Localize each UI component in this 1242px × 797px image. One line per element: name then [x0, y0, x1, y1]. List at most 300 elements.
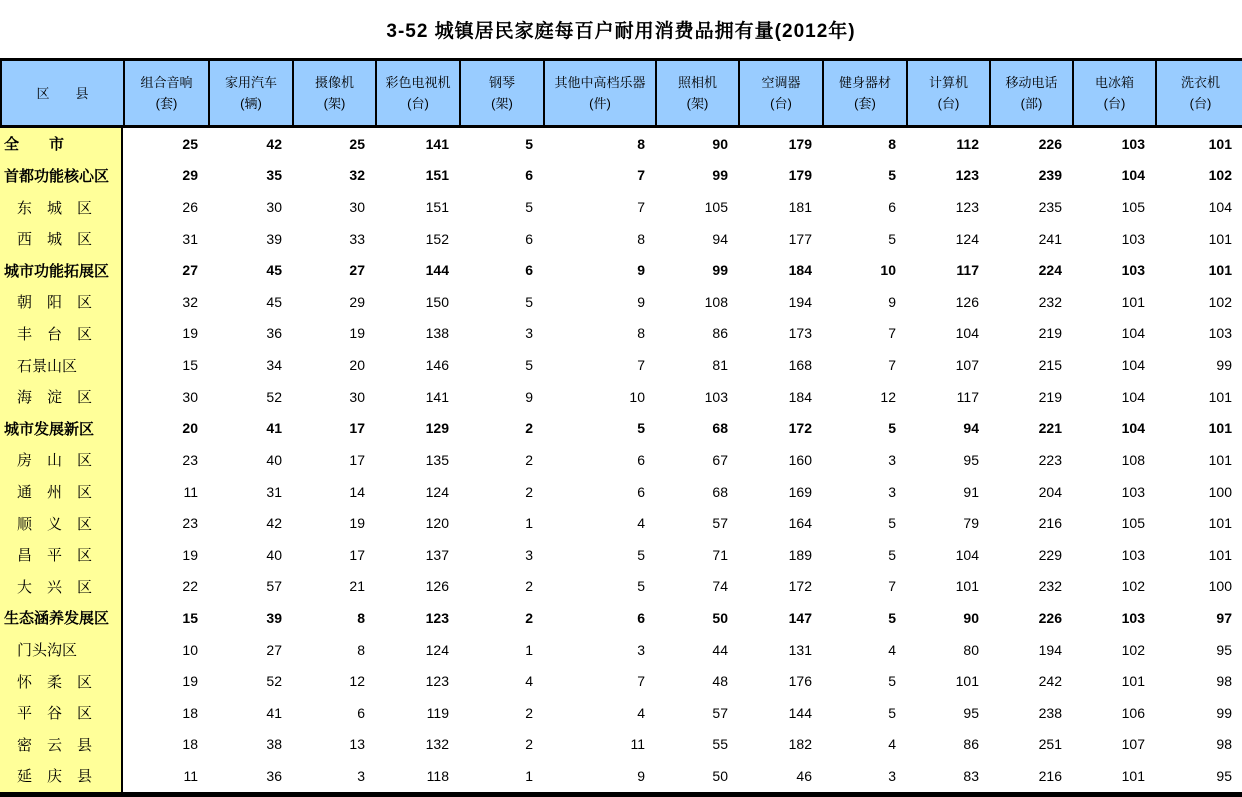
value-cell: 9	[637, 262, 645, 279]
value-cell: 1	[525, 641, 533, 658]
value-cell: 7	[637, 357, 645, 374]
value-cell: 94	[712, 230, 728, 247]
row-label: 通 州 区	[0, 476, 123, 508]
value-cell: 124	[955, 230, 979, 247]
value-cell: 104	[1121, 167, 1145, 184]
column-unit: (台)	[1103, 96, 1126, 111]
column-name: 组合音响	[140, 75, 193, 90]
value-cell: 232	[1038, 578, 1062, 595]
table-body	[0, 128, 1242, 792]
value-cell: 45	[266, 293, 282, 310]
value-cell: 119	[426, 704, 449, 721]
value-cell: 101	[955, 578, 979, 595]
value-cell: 189	[788, 546, 812, 563]
value-cell: 36	[266, 767, 282, 784]
table-row	[0, 191, 1242, 223]
value-cell: 15	[182, 609, 198, 626]
value-cell: 3	[525, 325, 533, 342]
value-cell: 52	[266, 388, 282, 405]
column-name: 照相机	[677, 75, 717, 90]
value-cell: 232	[1038, 293, 1062, 310]
value-cell: 7	[888, 357, 896, 374]
value-cell: 104	[1208, 199, 1232, 216]
value-cell: 184	[788, 262, 812, 279]
value-cell: 5	[637, 420, 645, 437]
table-row	[0, 444, 1242, 476]
value-cell: 11	[183, 483, 198, 500]
value-cell: 164	[788, 515, 812, 532]
value-cell: 99	[1216, 357, 1232, 374]
value-cell: 74	[712, 578, 728, 595]
value-cell: 107	[1121, 736, 1145, 753]
value-cell: 12	[349, 673, 365, 690]
row-label: 平 谷 区	[0, 697, 123, 729]
table-row	[0, 286, 1242, 318]
value-cell: 7	[888, 578, 896, 595]
value-cell: 152	[425, 230, 449, 247]
column-header-cell	[461, 61, 545, 125]
row-label: 朝 阳 区	[0, 286, 123, 318]
column-header-cell	[377, 61, 461, 125]
value-cell: 26	[182, 199, 198, 216]
column-unit: (台)	[770, 96, 792, 111]
value-cell: 6	[637, 451, 645, 468]
value-cell: 22	[182, 578, 198, 595]
value-cell: 5	[525, 135, 533, 152]
value-cell: 126	[425, 578, 449, 595]
value-cell: 100	[1208, 483, 1232, 500]
value-cell: 103	[1121, 609, 1145, 626]
value-cell: 31	[266, 483, 282, 500]
value-cell: 101	[1208, 420, 1232, 437]
value-cell: 3	[888, 483, 896, 500]
value-cell: 2	[525, 578, 533, 595]
value-cell: 50	[712, 767, 728, 784]
corner-header-cell: 区 县	[2, 61, 125, 125]
value-cell: 15	[182, 357, 198, 374]
value-cell: 5	[525, 199, 533, 216]
value-cell: 20	[182, 420, 198, 437]
value-cell: 3	[888, 767, 896, 784]
value-cell: 150	[425, 293, 449, 310]
value-cell: 5	[525, 293, 533, 310]
value-cell: 13	[349, 736, 365, 753]
value-cell: 5	[888, 167, 896, 184]
value-cell: 4	[888, 736, 896, 753]
value-cell: 90	[963, 609, 979, 626]
table-row	[0, 665, 1242, 697]
value-cell: 19	[182, 673, 198, 690]
row-label: 怀 柔 区	[0, 665, 123, 697]
value-cell: 101	[955, 673, 979, 690]
value-cell: 30	[349, 388, 365, 405]
value-cell: 17	[349, 451, 365, 468]
table-row	[0, 571, 1242, 603]
value-cell: 104	[1121, 420, 1145, 437]
value-cell: 5	[637, 578, 645, 595]
column-header-cell	[294, 61, 377, 125]
column-unit: (部)	[1020, 96, 1043, 111]
value-cell: 42	[266, 515, 282, 532]
value-cell: 86	[963, 736, 979, 753]
row-label: 东 城 区	[0, 191, 123, 223]
value-cell: 29	[349, 293, 365, 310]
value-cell: 91	[963, 483, 979, 500]
value-cell: 9	[637, 767, 645, 784]
value-cell: 224	[1038, 262, 1062, 279]
column-header-cell	[991, 61, 1074, 125]
value-cell: 103	[1121, 230, 1145, 247]
value-cell: 144	[788, 704, 812, 721]
row-label: 门头沟区	[0, 634, 123, 666]
value-cell: 118	[426, 767, 449, 784]
value-cell: 221	[1038, 420, 1062, 437]
value-cell: 99	[712, 167, 728, 184]
value-cell: 172	[788, 578, 812, 595]
value-cell: 20	[349, 357, 365, 374]
value-cell: 194	[1038, 641, 1062, 658]
value-cell: 83	[963, 767, 979, 784]
value-cell: 101	[1208, 135, 1232, 152]
value-cell: 68	[712, 420, 728, 437]
row-label: 城市功能拓展区	[0, 254, 123, 286]
value-cell: 4	[637, 704, 645, 721]
value-cell: 117	[956, 388, 979, 405]
value-cell: 57	[712, 515, 728, 532]
row-label: 丰 台 区	[0, 318, 123, 350]
value-cell: 90	[712, 135, 728, 152]
value-cell: 2	[525, 736, 533, 753]
value-cell: 2	[525, 451, 533, 468]
value-cell: 1	[525, 767, 533, 784]
table-row	[0, 507, 1242, 539]
column-header-cell	[545, 61, 657, 125]
column-header-cell	[1074, 61, 1157, 125]
value-cell: 81	[712, 357, 728, 374]
value-cell: 10	[880, 262, 896, 279]
table-row	[0, 223, 1242, 255]
row-label: 昌 平 区	[0, 539, 123, 571]
value-cell: 106	[1121, 704, 1145, 721]
value-cell: 103	[1121, 483, 1145, 500]
value-cell: 14	[349, 483, 365, 500]
value-cell: 103	[1121, 135, 1145, 152]
row-label: 石景山区	[0, 349, 123, 381]
value-cell: 235	[1038, 199, 1062, 216]
value-cell: 8	[888, 135, 896, 152]
value-cell: 5	[888, 704, 896, 721]
value-cell: 6	[525, 262, 533, 279]
column-name: 钢琴	[488, 75, 515, 90]
value-cell: 45	[266, 262, 282, 279]
value-cell: 42	[266, 135, 282, 152]
value-cell: 105	[1121, 199, 1145, 216]
value-cell: 216	[1038, 515, 1062, 532]
column-header-cell	[824, 61, 908, 125]
value-cell: 30	[182, 388, 198, 405]
value-cell: 32	[182, 293, 198, 310]
value-cell: 23	[182, 515, 198, 532]
value-cell: 29	[182, 167, 198, 184]
statistics-table	[0, 58, 1242, 797]
value-cell: 2	[525, 609, 533, 626]
column-header-cell	[1157, 61, 1242, 125]
value-cell: 95	[963, 451, 979, 468]
value-cell: 6	[637, 609, 645, 626]
table-row	[0, 697, 1242, 729]
column-name: 彩色电视机	[385, 75, 451, 90]
value-cell: 101	[1208, 451, 1232, 468]
value-cell: 123	[425, 673, 449, 690]
value-cell: 2	[525, 483, 533, 500]
value-cell: 101	[1121, 293, 1145, 310]
value-cell: 8	[637, 325, 645, 342]
table-row	[0, 254, 1242, 286]
value-cell: 8	[357, 641, 365, 658]
value-cell: 95	[1216, 641, 1232, 658]
value-cell: 168	[788, 357, 812, 374]
value-cell: 181	[788, 199, 812, 216]
value-cell: 95	[963, 704, 979, 721]
table-row	[0, 160, 1242, 192]
value-cell: 50	[712, 609, 728, 626]
value-cell: 226	[1038, 135, 1062, 152]
row-label: 大 兴 区	[0, 571, 123, 603]
column-unit: (台)	[1189, 96, 1212, 111]
value-cell: 55	[712, 736, 728, 753]
value-cell: 104	[1121, 357, 1145, 374]
value-cell: 239	[1038, 167, 1062, 184]
value-cell: 5	[888, 673, 896, 690]
value-cell: 124	[425, 641, 449, 658]
value-cell: 135	[425, 451, 449, 468]
value-cell: 105	[1121, 515, 1145, 532]
row-label: 海 淀 区	[0, 381, 123, 413]
value-cell: 98	[1216, 673, 1232, 690]
value-cell: 241	[1038, 230, 1062, 247]
value-cell: 6	[637, 483, 645, 500]
table-header-row	[0, 61, 1242, 128]
value-cell: 3	[357, 767, 365, 784]
value-cell: 19	[182, 325, 198, 342]
value-cell: 226	[1038, 609, 1062, 626]
value-cell: 104	[1121, 325, 1145, 342]
column-unit: (套)	[854, 96, 876, 111]
value-cell: 123	[955, 167, 979, 184]
row-label: 顺 义 区	[0, 507, 123, 539]
table-row	[0, 539, 1242, 571]
row-label: 房 山 区	[0, 444, 123, 476]
value-cell: 172	[788, 420, 812, 437]
column-unit: (架)	[323, 96, 346, 111]
value-cell: 2	[525, 420, 533, 437]
value-cell: 30	[266, 199, 282, 216]
value-cell: 7	[637, 673, 645, 690]
column-header-cell	[740, 61, 824, 125]
value-cell: 52	[266, 673, 282, 690]
value-cell: 120	[425, 515, 449, 532]
value-cell: 25	[349, 135, 365, 152]
value-cell: 44	[712, 641, 728, 658]
value-cell: 151	[425, 167, 449, 184]
value-cell: 8	[637, 135, 645, 152]
row-label: 西 城 区	[0, 223, 123, 255]
table-row	[0, 412, 1242, 444]
value-cell: 124	[425, 483, 449, 500]
value-cell: 219	[1038, 325, 1062, 342]
value-cell: 138	[425, 325, 449, 342]
value-cell: 8	[637, 230, 645, 247]
column-unit: (架)	[491, 96, 513, 111]
row-label: 首都功能核心区	[0, 160, 123, 192]
value-cell: 102	[1121, 641, 1145, 658]
table-row	[0, 349, 1242, 381]
value-cell: 6	[525, 230, 533, 247]
value-cell: 32	[349, 167, 365, 184]
value-cell: 101	[1208, 546, 1232, 563]
value-cell: 107	[955, 357, 979, 374]
value-cell: 141	[425, 388, 449, 405]
value-cell: 103	[1208, 325, 1232, 342]
column-name: 空调器	[761, 75, 801, 90]
column-unit: (台)	[937, 96, 960, 111]
value-cell: 97	[1216, 609, 1232, 626]
row-label: 全 市	[0, 128, 123, 160]
column-unit: (架)	[686, 96, 709, 111]
value-cell: 4	[888, 641, 896, 658]
value-cell: 19	[349, 515, 365, 532]
value-cell: 104	[955, 325, 979, 342]
value-cell: 179	[788, 167, 812, 184]
value-cell: 151	[425, 199, 449, 216]
value-cell: 1	[525, 515, 533, 532]
value-cell: 101	[1208, 262, 1232, 279]
value-cell: 101	[1208, 230, 1232, 247]
value-cell: 4	[637, 515, 645, 532]
value-cell: 184	[788, 388, 812, 405]
value-cell: 23	[182, 451, 198, 468]
row-label: 密 云 县	[0, 729, 123, 761]
value-cell: 36	[266, 325, 282, 342]
value-cell: 177	[788, 230, 812, 247]
value-cell: 123	[955, 199, 979, 216]
value-cell: 132	[425, 736, 449, 753]
row-label: 城市发展新区	[0, 412, 123, 444]
column-name: 电冰箱	[1094, 75, 1134, 90]
value-cell: 27	[182, 262, 198, 279]
value-cell: 40	[266, 451, 282, 468]
value-cell: 102	[1208, 293, 1232, 310]
value-cell: 3	[637, 641, 645, 658]
value-cell: 57	[266, 578, 282, 595]
column-unit: (套)	[155, 96, 178, 111]
value-cell: 112	[956, 135, 979, 152]
value-cell: 123	[425, 609, 449, 626]
value-cell: 30	[349, 199, 365, 216]
row-label: 延 庆 县	[0, 760, 123, 792]
value-cell: 147	[788, 609, 812, 626]
value-cell: 179	[788, 135, 812, 152]
value-cell: 31	[182, 230, 198, 247]
column-name: 移动电话	[1005, 75, 1058, 90]
value-cell: 4	[525, 673, 533, 690]
column-header-cell	[908, 61, 991, 125]
value-cell: 3	[888, 451, 896, 468]
value-cell: 103	[704, 388, 728, 405]
column-header-cell	[657, 61, 740, 125]
table-row	[0, 634, 1242, 666]
value-cell: 160	[788, 451, 812, 468]
value-cell: 12	[880, 388, 896, 405]
value-cell: 117	[956, 262, 979, 279]
table-title: 3-52 城镇居民家庭每百户耐用消费品拥有量(2012年)	[386, 20, 856, 42]
value-cell: 99	[1216, 704, 1232, 721]
value-cell: 18	[182, 704, 198, 721]
value-cell: 5	[888, 515, 896, 532]
column-name: 洗衣机	[1180, 75, 1220, 90]
value-cell: 71	[712, 546, 728, 563]
value-cell: 48	[712, 673, 728, 690]
value-cell: 216	[1038, 767, 1062, 784]
value-cell: 11	[183, 767, 198, 784]
value-cell: 101	[1208, 388, 1232, 405]
value-cell: 146	[425, 357, 449, 374]
value-cell: 102	[1121, 578, 1145, 595]
value-cell: 40	[266, 546, 282, 563]
value-cell: 144	[425, 262, 449, 279]
value-cell: 33	[349, 230, 365, 247]
value-cell: 79	[963, 515, 979, 532]
value-cell: 94	[963, 420, 979, 437]
value-cell: 27	[349, 262, 365, 279]
value-cell: 102	[1208, 167, 1232, 184]
value-cell: 105	[704, 199, 728, 216]
value-cell: 25	[182, 135, 198, 152]
value-cell: 10	[629, 388, 645, 405]
value-cell: 67	[712, 451, 728, 468]
value-cell: 131	[788, 641, 812, 658]
value-cell: 137	[425, 546, 449, 563]
value-cell: 104	[955, 546, 979, 563]
column-unit: (件)	[589, 96, 611, 111]
value-cell: 34	[266, 357, 282, 374]
value-cell: 169	[788, 483, 812, 500]
value-cell: 7	[637, 199, 645, 216]
column-header-cell	[125, 61, 210, 125]
column-name: 家用汽车	[224, 75, 277, 90]
column-name: 健身器材	[838, 75, 891, 90]
value-cell: 141	[425, 135, 449, 152]
value-cell: 5	[888, 609, 896, 626]
table-row	[0, 318, 1242, 350]
value-cell: 41	[266, 704, 282, 721]
value-cell: 5	[888, 546, 896, 563]
column-unit: (台)	[407, 96, 429, 111]
value-cell: 9	[888, 293, 896, 310]
value-cell: 104	[1121, 388, 1145, 405]
value-cell: 98	[1216, 736, 1232, 753]
value-cell: 204	[1038, 483, 1062, 500]
value-cell: 3	[525, 546, 533, 563]
value-cell: 238	[1038, 704, 1062, 721]
value-cell: 173	[788, 325, 812, 342]
value-cell: 6	[357, 704, 365, 721]
value-cell: 229	[1038, 546, 1062, 563]
value-cell: 219	[1038, 388, 1062, 405]
value-cell: 182	[788, 736, 812, 753]
value-cell: 5	[888, 230, 896, 247]
value-cell: 11	[630, 736, 645, 753]
